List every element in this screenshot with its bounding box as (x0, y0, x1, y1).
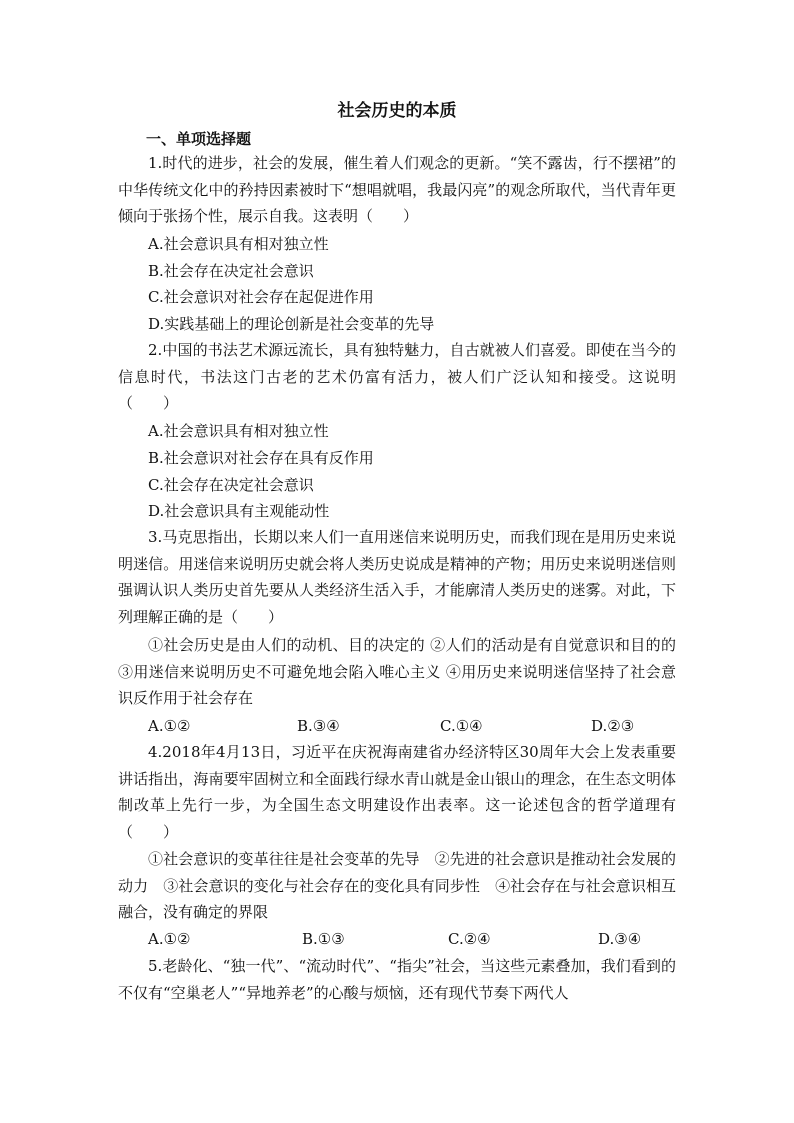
question-4-option-b: B.①③ (302, 930, 345, 948)
question-2-option-b: B.社会意识对社会存在具有反作用 (148, 449, 374, 467)
question-3-option-a: A.①② (148, 717, 191, 735)
question-2-option-a: A.社会意识具有相对独立性 (148, 422, 329, 440)
question-3-statements: ①社会历史是由人们的动机、目的决定的 ②人们的活动是有自觉意识和目的的③用迷信来说明历史不可避免地会陷入唯心主义 ④用历史来说明迷信坚持了社会意识反作用于社会存在 (118, 636, 676, 708)
section-heading: 一、单项选择题 (146, 130, 252, 148)
question-3-stem: 3.马克思指出，长期以来人们一直用迷信来说明历史，而我们现在是用历史来说明迷信。用迷信来说明历史就会将人类历史说成是精神的产物；用历史来说明迷信则强调认识人类历史首先要从人类经济生活入手，才能廓清人类历史的迷雾。对此，下列理解正确的是（ ） (118, 528, 676, 627)
question-4-stem: 4.2018年4月13日，习近平在庆祝海南建省办经济特区30周年大会上发表重要讲话指出，海南要牢固树立和全面践行绿水青山就是金山银山的理念，在生态文明体制改革上先行一步，为全国生态文明建设作出表率。这一论述包含的哲学道理有（ ） (118, 743, 676, 842)
question-4-statements: ①社会意识的变革往往是社会变革的先导 ②先进的社会意识是推动社会发展的动力 ③社会意识的变化与社会存在的变化具有同步性 ④社会存在与社会意识相互融合，没有确定的界限 (118, 850, 676, 922)
question-4-options (0, 926, 794, 952)
question-3-options (0, 713, 794, 739)
question-3-option-b: B.③④ (297, 717, 340, 735)
question-2-stem: 2.中国的书法艺术源远流长，具有独特魅力，自古就被人们喜爱。即使在当今的信息时代，书法这门古老的艺术仍富有活力，被人们广泛认知和接受。这说明（ ） (118, 341, 676, 413)
question-1-option-c: C.社会意识对社会存在起促进作用 (148, 288, 374, 306)
question-3-option-d: D.②③ (591, 717, 635, 735)
question-5-stem: 5.老龄化、“独一代”、“流动时代”、“指尖”社会，当这些元素叠加，我们看到的不仅有“空巢老人”“异地养老”的心酸与烦恼，还有现代节奏下两代人 (118, 957, 676, 1002)
question-4-option-a: A.①② (148, 930, 191, 948)
question-4-option-c: C.②④ (448, 930, 491, 948)
question-2-option-d: D.社会意识具有主观能动性 (148, 502, 330, 520)
question-1-stem: 1.时代的进步，社会的发展，催生着人们观念的更新。“笑不露齿，行不摆裙”的中华传统文化中的矜持因素被时下“想唱就唱，我最闪亮”的观念所取代，当代青年更倾向于张扬个性，展示自我。这表明（ ） (118, 154, 676, 226)
page-title: 社会历史的本质 (337, 101, 457, 121)
question-1-option-a: A.社会意识具有相对独立性 (148, 235, 329, 253)
question-1-option-d: D.实践基础上的理论创新是社会变革的先导 (148, 315, 435, 333)
question-1-option-b: B.社会存在决定社会意识 (148, 262, 314, 280)
question-4-option-d: D.③④ (598, 930, 642, 948)
question-3-option-c: C.①④ (440, 717, 483, 735)
question-2-option-c: C.社会存在决定社会意识 (148, 476, 314, 494)
